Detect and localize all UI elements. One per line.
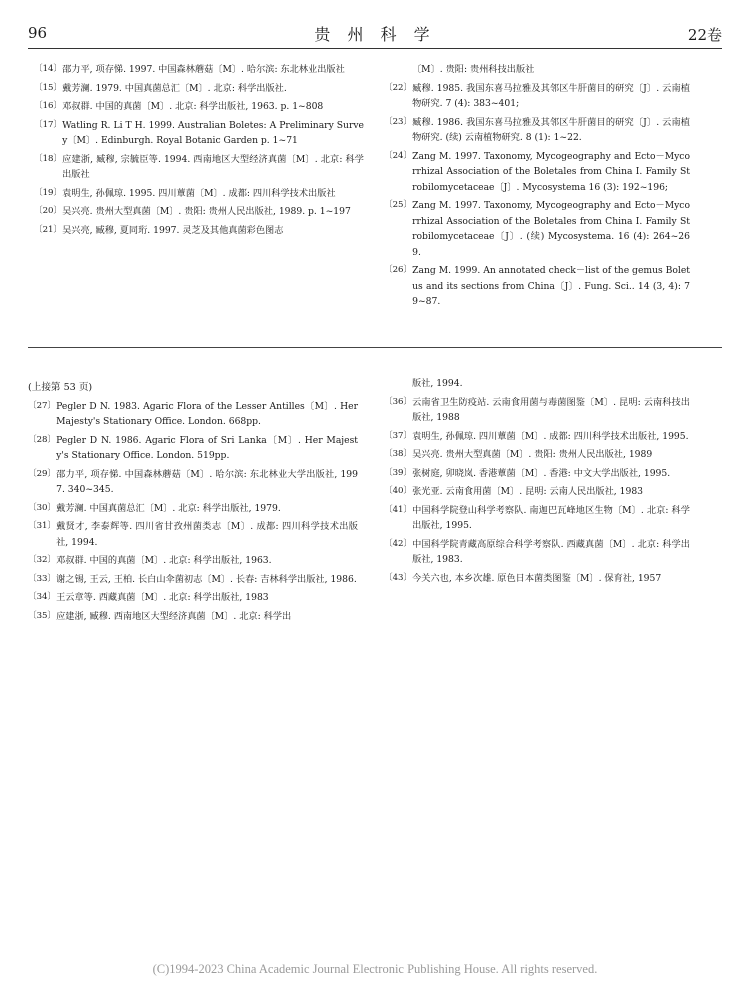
reference-text: 王云章等. 西藏真菌〔M〕. 北京: 科学出版社, 1983 — [56, 592, 269, 603]
reference-number: 〔29〕 — [28, 468, 57, 479]
reference-item — [28, 609, 358, 625]
reference-item — [384, 149, 690, 196]
reference-text: 戴贤才, 李泰辉等. 四川省甘孜州菌类志〔M〕. 成都: 四川科学技术出版社, 1994. — [56, 521, 358, 548]
reference-item — [28, 501, 358, 517]
reference-number: 〔24〕 — [384, 150, 413, 161]
reference-item — [28, 519, 358, 550]
reference-item — [384, 115, 690, 146]
reference-item — [28, 572, 358, 588]
reference-item — [384, 537, 690, 568]
reference-text: Zang M. 1997. Taxonomy, Mycogeography and Ecto－Mycorrhizal Association of the Boletales from China I. Family Strobilomycetaceae〔J〕. (续) Mycosystema. 16 (4): 264~269. — [412, 200, 690, 258]
reference-text: 邵力平, 项存悌. 1997. 中国森林蘑菇〔M〕. 哈尔滨: 东北林业出版社 — [62, 64, 345, 75]
section-divider — [28, 347, 722, 348]
reference-item — [384, 395, 690, 426]
reference-item — [28, 399, 358, 430]
continued-from-label: (上接第 53 页) — [28, 382, 93, 393]
reference-text: 谢之锡, 王云, 王柏. 长白山伞菌初志〔M〕. 长春: 吉林科学出版社, 1986. — [56, 573, 357, 585]
reference-text: 袁明生, 孙佩琼. 1995. 四川蕈菌〔M〕. 成都: 四川科学技术出版社 — [62, 187, 336, 199]
reference-text: 张树庭, 卯晓岚. 香港蕈菌〔M〕. 香港: 中文大学出版社, 1995. — [412, 467, 671, 479]
references-bottom-right — [384, 376, 690, 589]
reference-text: 戴芳澜. 1979. 中国真菌总汇〔M〕. 北京: 科学出版社. — [62, 82, 287, 94]
reference-number: 〔34〕 — [28, 592, 57, 602]
reference-text: 张光亚. 云南食用菌〔M〕. 昆明: 云南人民出版社, 1983 — [412, 486, 644, 497]
reference-number: 〔16〕 — [34, 101, 63, 111]
reference-number: 〔37〕 — [384, 430, 413, 441]
page-number: 96 — [28, 24, 48, 42]
reference-item — [34, 62, 364, 78]
reference-item — [384, 447, 690, 463]
reference-number: 〔43〕 — [384, 572, 413, 583]
reference-number: 〔14〕 — [34, 64, 63, 74]
reference-item — [384, 81, 690, 112]
reference-number: 〔25〕 — [384, 200, 413, 210]
reference-text: Zang M. 1999. An annotated check－list of the gemus Boletus and its sections from China〔J〕. Fung. Sci.. 14 (3, 4): 79~87. — [412, 265, 690, 307]
reference-number: 〔17〕 — [34, 119, 63, 130]
reference-item — [384, 503, 690, 534]
reference-text: 云南省卫生防疫站. 云南食用菌与毒菌图鉴〔M〕. 昆明: 云南科技出版社, 1988 — [412, 396, 690, 423]
reference-text: 袁明生, 孙佩琼. 四川蕈菌〔M〕. 成都: 四川科学技术出版社, 1995. — [412, 430, 689, 442]
reference-text: Watling R. Li T H. 1999. Australian Boletes: A Preliminary Survey〔M〕. Edinburgh. Royal Botanic Garden p. 1~71 — [62, 119, 364, 146]
copyright-footer: (C)1994-2023 China Academic Journal Electronic Publishing House. All rights reserved. — [152, 962, 598, 976]
reference-text: 应建浙, 臧穆, 宗毓臣等. 1994. 西南地区大型经济真菌〔M〕. 北京: 科学出版社 — [62, 153, 364, 180]
reference-number: 〔20〕 — [34, 206, 63, 216]
reference-item — [34, 118, 364, 149]
reference-text: 邓叔群. 中国的真菌〔M〕. 北京: 科学出版社, 1963. — [56, 555, 272, 566]
reference-number: 〔22〕 — [384, 82, 413, 93]
reference-text: 吴兴亮. 贵州大型真菌〔M〕. 贵阳: 贵州人民出版社, 1989 — [412, 449, 653, 460]
references-bottom-left — [28, 380, 358, 627]
reference-number: 〔42〕 — [384, 538, 413, 549]
reference-text: 中国科学院青藏高原综合科学考察队. 西藏真菌〔M〕. 北京: 科学出版社, 1983. — [412, 538, 690, 565]
reference-number: 〔15〕 — [34, 82, 63, 93]
continued-reference-line: 〔M〕. 贵阳: 贵州科技出版社 — [412, 64, 535, 75]
reference-item — [34, 152, 364, 183]
reference-text: 邵力平, 项存悌. 中国森林蘑菇〔M〕. 哈尔滨: 东北林业大学出版社, 1997. 340~345. — [56, 468, 358, 495]
reference-item — [34, 223, 364, 239]
reference-text: 臧穆. 1986. 我国东喜马拉雅及其邻区牛肝菌目的研究〔J〕. 云南植物研究. (续) 云南植物研究. 8 (1): 1~22. — [412, 116, 690, 143]
reference-text: 吴兴亮, 臧穆, 夏同珩. 1997. 灵芝及其他真菌彩色图志 — [62, 224, 284, 236]
reference-text: Zang M. 1997. Taxonomy, Mycogeography and Ecto－Mycorrhizal Association of the Boletales from China I. Family Strobilomycetaceae〔J〕. Mycosystema 16 (3): 192~196; — [412, 150, 690, 193]
journal-title: 贵 州 科 学 — [314, 25, 436, 44]
reference-item — [28, 433, 358, 464]
reference-number: 〔30〕 — [28, 502, 57, 513]
reference-item — [34, 204, 364, 220]
reference-item — [384, 429, 690, 445]
reference-number: 〔35〕 — [28, 610, 57, 621]
reference-number: 〔27〕 — [28, 400, 57, 411]
reference-text: 吴兴亮. 贵州大型真菌〔M〕. 贵阳: 贵州人民出版社, 1989. p. 1~197 — [62, 206, 351, 217]
reference-number: 〔18〕 — [34, 153, 63, 164]
reference-item — [28, 467, 358, 498]
references-top-right — [384, 62, 690, 313]
reference-number: 〔32〕 — [28, 555, 57, 565]
reference-item — [28, 590, 358, 606]
reference-item — [384, 484, 690, 500]
reference-text: Pegler D N. 1983. Agaric Flora of the Lesser Antilles〔M〕. Her Majesty's Stationary Office. London. 668pp. — [56, 400, 358, 427]
reference-item — [384, 263, 690, 310]
reference-item — [384, 198, 690, 260]
reference-number: 〔39〕 — [384, 467, 413, 478]
reference-text: 中国科学院登山科学考察队. 南迦巴瓦峰地区生物〔M〕. 北京: 科学出版社, 1995. — [412, 504, 690, 531]
reference-text: Pegler D N. 1986. Agaric Flora of Sri Lanka〔M〕. Her Majesty's Stationary Office. London. 519pp. — [56, 434, 358, 461]
reference-number: 〔21〕 — [34, 224, 63, 235]
reference-number: 〔19〕 — [34, 187, 63, 198]
reference-number: 〔28〕 — [28, 434, 57, 445]
reference-item — [384, 571, 690, 587]
page-header — [28, 22, 722, 48]
reference-text: 臧穆. 1985. 我国东喜马拉雅及其邻区牛肝菌目的研究〔J〕. 云南植物研究. 7 (4): 383~401; — [412, 82, 690, 109]
reference-item — [28, 553, 358, 569]
volume-label: 22卷 — [687, 26, 722, 44]
references-top-left — [34, 62, 364, 241]
reference-item — [34, 81, 364, 97]
reference-number: 〔36〕 — [384, 396, 413, 407]
reference-text: 戴芳澜. 中国真菌总汇〔M〕. 北京: 科学出版社, 1979. — [56, 502, 281, 514]
continued-reference-line: 版社, 1994. — [412, 378, 463, 389]
reference-number: 〔33〕 — [28, 573, 57, 584]
reference-number: 〔38〕 — [384, 449, 413, 459]
reference-item — [384, 466, 690, 482]
reference-item — [34, 99, 364, 115]
reference-number: 〔23〕 — [384, 116, 413, 127]
reference-text: 今关六也, 本乡次雄. 原色日本菌类图鉴〔M〕. 保育社, 1957 — [412, 572, 662, 584]
reference-text: 应建浙, 臧穆. 西南地区大型经济真菌〔M〕. 北京: 科学出 — [56, 610, 292, 622]
reference-number: 〔31〕 — [28, 521, 57, 531]
reference-number: 〔40〕 — [384, 486, 413, 496]
reference-text: 邓叔群. 中国的真菌〔M〕. 北京: 科学出版社, 1963. p. 1~808 — [62, 101, 324, 112]
reference-number: 〔26〕 — [384, 265, 413, 275]
reference-item — [34, 186, 364, 202]
header-rule — [28, 48, 722, 49]
reference-number: 〔41〕 — [384, 504, 413, 515]
